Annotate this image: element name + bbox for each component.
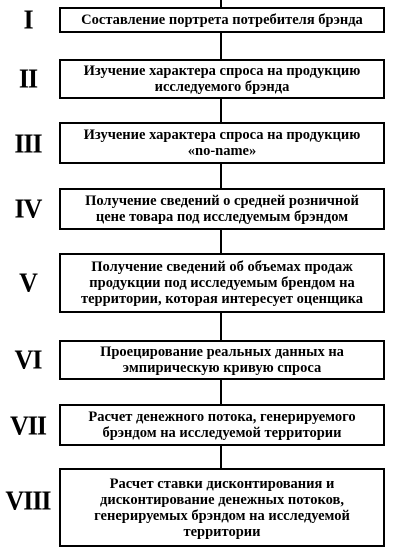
step-box-3 — [59, 122, 385, 164]
step-numeral-3: III — [14, 128, 42, 159]
step-text-8: Расчет ставки дисконтирования и дисконтирование денежных потоков, генерируемых брэндом на исследуемой территории — [94, 475, 350, 540]
step-text-2: Изучение характера спроса на продукцию исследуемого брэнда — [83, 63, 361, 95]
step-text-5: Получение сведений об объемах продаж продукции под исследуемым брендом на территории, которая интересует оценщика — [81, 259, 363, 307]
step-numeral-7: VII — [9, 410, 46, 441]
step-numeral-1: I — [23, 4, 33, 35]
step-numeral-6: VI — [14, 344, 42, 375]
step-numeral-5: V — [19, 267, 37, 298]
step-numeral-4: IV — [14, 193, 42, 224]
step-box-4 — [59, 188, 385, 230]
step-box-5 — [59, 253, 385, 313]
step-text-1: Составление портрета потребителя брэнда — [81, 12, 363, 28]
step-box-8 — [59, 468, 385, 547]
step-box-1 — [59, 7, 385, 33]
step-box-7 — [59, 404, 385, 446]
step-text-7: Расчет денежного потока, генерируемого брэндом на исследуемой территории — [88, 409, 356, 441]
step-box-2 — [59, 59, 385, 99]
step-text-3: Изучение характера спроса на продукцию «no-name» — [83, 127, 361, 159]
step-numeral-2: II — [18, 63, 38, 94]
step-text-6: Проецирование реальных данных на эмпирическую кривую спроса — [100, 344, 344, 376]
step-box-6 — [59, 340, 385, 380]
step-text-4: Получение сведений о средней розничной цене товара под исследуемым брэндом — [85, 193, 359, 225]
step-numeral-8: VIII — [5, 485, 51, 516]
